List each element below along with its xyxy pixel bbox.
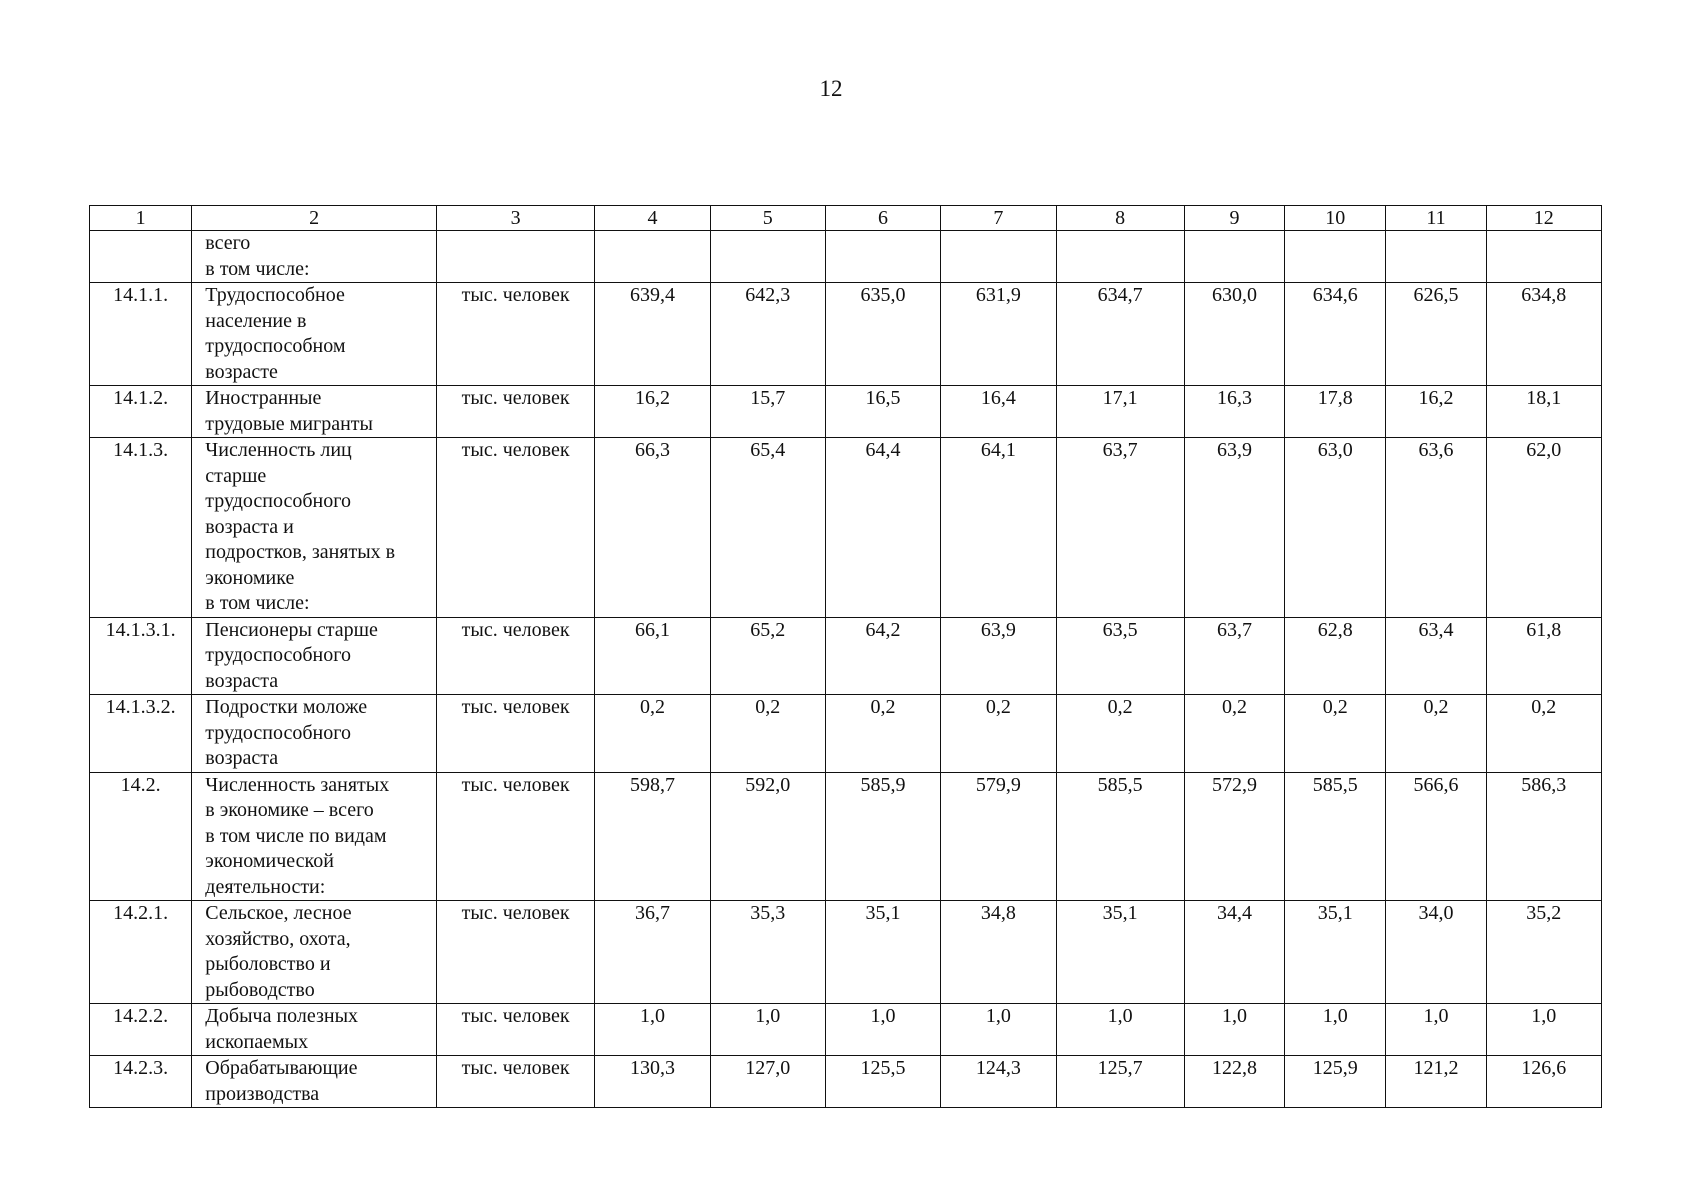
indicator-name bbox=[192, 617, 437, 695]
column-header: 10 bbox=[1285, 206, 1386, 231]
value-cell: 126,6 bbox=[1486, 1056, 1601, 1108]
indicator-name-line: рыбоводство bbox=[205, 978, 315, 1001]
value-cell: 130,3 bbox=[595, 1056, 710, 1108]
value-cell: 1,0 bbox=[1285, 1004, 1386, 1056]
indicator-name-line: трудоспособного bbox=[205, 490, 351, 512]
value-cell: 64,2 bbox=[825, 617, 940, 695]
value-cell: 36,7 bbox=[595, 901, 710, 1004]
value-cell: 630,0 bbox=[1184, 283, 1284, 386]
value-cell: 585,9 bbox=[825, 772, 940, 901]
value-cell: 1,0 bbox=[941, 1004, 1056, 1056]
value-cell: 572,9 bbox=[1184, 772, 1284, 901]
indicator-name-line: Иностранные bbox=[205, 387, 322, 409]
value-cell: 18,1 bbox=[1486, 386, 1601, 438]
indicator-name-line: в том числе по видам bbox=[205, 824, 387, 847]
value-cell: 631,9 bbox=[941, 283, 1056, 386]
value-cell: 64,4 bbox=[825, 438, 940, 618]
header-row bbox=[90, 206, 1602, 231]
value-cell: 0,2 bbox=[1184, 695, 1284, 773]
value-cell: 17,8 bbox=[1285, 386, 1386, 438]
value-cell: 598,7 bbox=[595, 772, 710, 901]
value-cell: 634,8 bbox=[1486, 283, 1601, 386]
value-cell: 579,9 bbox=[941, 772, 1056, 901]
indicator-name bbox=[192, 386, 437, 438]
row-number: 14.1.3.1. bbox=[90, 617, 192, 695]
value-cell: 61,8 bbox=[1486, 617, 1601, 695]
row-number: 14.2.1. bbox=[90, 901, 192, 1004]
indicator-name-line: всего bbox=[205, 232, 251, 254]
value-cell: 125,7 bbox=[1056, 1056, 1184, 1108]
value-cell bbox=[1386, 231, 1486, 283]
indicator-name-line: подростков, занятых в bbox=[205, 541, 396, 563]
value-cell: 63,6 bbox=[1386, 438, 1486, 618]
unit: тыс. человек bbox=[436, 386, 594, 438]
indicator-name-line: трудоспособном bbox=[205, 335, 346, 357]
value-cell: 63,7 bbox=[1056, 438, 1184, 618]
value-cell: 1,0 bbox=[1486, 1004, 1601, 1056]
unit: тыс. человек bbox=[436, 1004, 594, 1056]
row-number bbox=[90, 231, 192, 283]
value-cell: 639,4 bbox=[595, 283, 710, 386]
value-cell: 62,8 bbox=[1285, 617, 1386, 695]
unit: тыс. человек bbox=[436, 695, 594, 773]
indicator-name-line: Трудоспособное bbox=[205, 284, 345, 306]
indicator-name bbox=[192, 901, 437, 1004]
unit: тыс. человек bbox=[436, 617, 594, 695]
value-cell: 16,5 bbox=[825, 386, 940, 438]
value-cell: 34,4 bbox=[1184, 901, 1284, 1004]
value-cell: 626,5 bbox=[1386, 283, 1486, 386]
unit: тыс. человек bbox=[436, 1056, 594, 1108]
indicator-name-line: трудоспособного bbox=[205, 644, 351, 666]
value-cell: 1,0 bbox=[710, 1004, 825, 1056]
column-header: 6 bbox=[825, 206, 940, 231]
value-cell: 0,2 bbox=[1285, 695, 1386, 773]
indicator-name-line: трудоспособного bbox=[205, 721, 351, 744]
row-number: 14.2. bbox=[90, 772, 192, 901]
indicator-name-line: в том числе: bbox=[205, 257, 310, 280]
indicator-name bbox=[192, 772, 437, 901]
value-cell: 0,2 bbox=[941, 695, 1056, 773]
unit: тыс. человек bbox=[436, 901, 594, 1004]
value-cell: 0,2 bbox=[595, 695, 710, 773]
indicator-name-line: старше bbox=[205, 464, 267, 487]
value-cell: 17,1 bbox=[1056, 386, 1184, 438]
table-row bbox=[90, 695, 1602, 773]
indicator-name bbox=[192, 695, 437, 773]
column-header: 8 bbox=[1056, 206, 1184, 231]
value-cell bbox=[1285, 231, 1386, 283]
value-cell: 16,3 bbox=[1184, 386, 1284, 438]
table-row bbox=[90, 438, 1602, 618]
column-header: 11 bbox=[1386, 206, 1486, 231]
value-cell: 1,0 bbox=[1386, 1004, 1486, 1056]
unit: тыс. человек bbox=[436, 438, 594, 618]
indicator-name-line: возраста bbox=[205, 669, 279, 692]
table-row bbox=[90, 617, 1602, 695]
indicator-name-line: Обрабатывающие bbox=[205, 1057, 358, 1079]
value-cell: 634,7 bbox=[1056, 283, 1184, 386]
table-row bbox=[90, 283, 1602, 386]
value-cell: 64,1 bbox=[941, 438, 1056, 618]
value-cell: 15,7 bbox=[710, 386, 825, 438]
indicator-name-line: экономике bbox=[205, 566, 295, 589]
value-cell: 642,3 bbox=[710, 283, 825, 386]
value-cell: 16,2 bbox=[1386, 386, 1486, 438]
value-cell: 125,9 bbox=[1285, 1056, 1386, 1108]
row-number: 14.2.2. bbox=[90, 1004, 192, 1056]
column-header: 1 bbox=[90, 206, 192, 231]
value-cell: 0,2 bbox=[1056, 695, 1184, 773]
value-cell bbox=[1486, 231, 1601, 283]
value-cell: 1,0 bbox=[825, 1004, 940, 1056]
value-cell bbox=[595, 231, 710, 283]
value-cell: 125,5 bbox=[825, 1056, 940, 1108]
value-cell: 35,1 bbox=[825, 901, 940, 1004]
table-row bbox=[90, 1004, 1602, 1056]
column-header: 3 bbox=[436, 206, 594, 231]
value-cell: 62,0 bbox=[1486, 438, 1601, 618]
column-header: 2 bbox=[192, 206, 437, 231]
indicator-name-line: Добыча полезных bbox=[205, 1005, 359, 1027]
indicator-name bbox=[192, 283, 437, 386]
indicator-name-line: возраста bbox=[205, 747, 279, 769]
value-cell: 0,2 bbox=[710, 695, 825, 773]
unit: тыс. человек bbox=[436, 283, 594, 386]
row-number: 14.2.3. bbox=[90, 1056, 192, 1108]
value-cell: 65,4 bbox=[710, 438, 825, 618]
column-header: 12 bbox=[1486, 206, 1601, 231]
value-cell: 586,3 bbox=[1486, 772, 1601, 901]
data-table bbox=[89, 205, 1602, 1108]
column-header: 9 bbox=[1184, 206, 1284, 231]
indicator-name-line: Сельское, лесное bbox=[205, 902, 352, 924]
value-cell: 1,0 bbox=[1184, 1004, 1284, 1056]
table-row bbox=[90, 386, 1602, 438]
value-cell: 1,0 bbox=[1056, 1004, 1184, 1056]
indicator-name-line: Пенсионеры старше bbox=[205, 618, 378, 641]
unit: тыс. человек bbox=[436, 772, 594, 901]
column-header: 7 bbox=[941, 206, 1056, 231]
value-cell: 585,5 bbox=[1285, 772, 1386, 901]
value-cell: 1,0 bbox=[595, 1004, 710, 1056]
column-header: 5 bbox=[710, 206, 825, 231]
indicator-name-line: Численность занятых bbox=[205, 773, 390, 796]
value-cell: 34,0 bbox=[1386, 901, 1486, 1004]
value-cell: 566,6 bbox=[1386, 772, 1486, 901]
indicator-name-line: возрасте bbox=[205, 360, 278, 383]
value-cell: 0,2 bbox=[1486, 695, 1601, 773]
value-cell: 66,1 bbox=[595, 617, 710, 695]
column-header: 4 bbox=[595, 206, 710, 231]
indicator-name-line: экономической bbox=[205, 850, 334, 872]
value-cell: 66,3 bbox=[595, 438, 710, 618]
value-cell bbox=[941, 231, 1056, 283]
value-cell: 35,3 bbox=[710, 901, 825, 1004]
indicator-name-line: в экономике – всего bbox=[205, 799, 374, 821]
value-cell: 35,1 bbox=[1056, 901, 1184, 1004]
table-row bbox=[90, 901, 1602, 1004]
value-cell: 0,2 bbox=[1386, 695, 1486, 773]
value-cell: 63,9 bbox=[941, 617, 1056, 695]
value-cell: 16,4 bbox=[941, 386, 1056, 438]
table-row bbox=[90, 772, 1602, 901]
table-row bbox=[90, 1056, 1602, 1108]
indicator-name-line: Численность лиц bbox=[205, 439, 352, 461]
indicator-name-line: Подростки моложе bbox=[205, 696, 368, 718]
indicator-name-line: население в bbox=[205, 309, 307, 332]
indicator-name-line: рыболовство и bbox=[205, 953, 331, 975]
row-number: 14.1.1. bbox=[90, 283, 192, 386]
value-cell: 592,0 bbox=[710, 772, 825, 901]
value-cell: 124,3 bbox=[941, 1056, 1056, 1108]
table-body bbox=[90, 206, 1602, 1108]
value-cell: 16,2 bbox=[595, 386, 710, 438]
value-cell: 0,2 bbox=[825, 695, 940, 773]
value-cell bbox=[825, 231, 940, 283]
value-cell: 35,1 bbox=[1285, 901, 1386, 1004]
value-cell: 635,0 bbox=[825, 283, 940, 386]
indicator-name-line: хозяйство, охота, bbox=[205, 927, 351, 950]
value-cell: 63,5 bbox=[1056, 617, 1184, 695]
value-cell bbox=[710, 231, 825, 283]
unit bbox=[436, 231, 594, 283]
indicator-name-line: в том числе: bbox=[205, 592, 310, 614]
indicator-name bbox=[192, 231, 437, 283]
indicator-name bbox=[192, 438, 437, 618]
value-cell: 585,5 bbox=[1056, 772, 1184, 901]
value-cell: 35,2 bbox=[1486, 901, 1601, 1004]
indicator-name bbox=[192, 1004, 437, 1056]
value-cell bbox=[1184, 231, 1284, 283]
row-number: 14.1.2. bbox=[90, 386, 192, 438]
indicator-name-line: производства bbox=[205, 1082, 320, 1105]
indicator-name bbox=[192, 1056, 437, 1108]
row-number: 14.1.3.2. bbox=[90, 695, 192, 773]
indicator-name-line: возраста и bbox=[205, 515, 294, 538]
value-cell: 634,6 bbox=[1285, 283, 1386, 386]
value-cell: 63,0 bbox=[1285, 438, 1386, 618]
table-row bbox=[90, 231, 1602, 283]
value-cell: 127,0 bbox=[710, 1056, 825, 1108]
page-number: 12 bbox=[819, 76, 843, 101]
value-cell: 63,9 bbox=[1184, 438, 1284, 618]
value-cell: 121,2 bbox=[1386, 1056, 1486, 1108]
row-number: 14.1.3. bbox=[90, 438, 192, 618]
value-cell bbox=[1056, 231, 1184, 283]
value-cell: 34,8 bbox=[941, 901, 1056, 1004]
value-cell: 63,4 bbox=[1386, 617, 1486, 695]
value-cell: 63,7 bbox=[1184, 617, 1284, 695]
indicator-name-line: деятельности: bbox=[205, 875, 326, 898]
indicator-name-line: ископаемых bbox=[205, 1030, 309, 1053]
value-cell: 122,8 bbox=[1184, 1056, 1284, 1108]
value-cell: 65,2 bbox=[710, 617, 825, 695]
indicator-name-line: трудовые мигранты bbox=[205, 412, 373, 435]
